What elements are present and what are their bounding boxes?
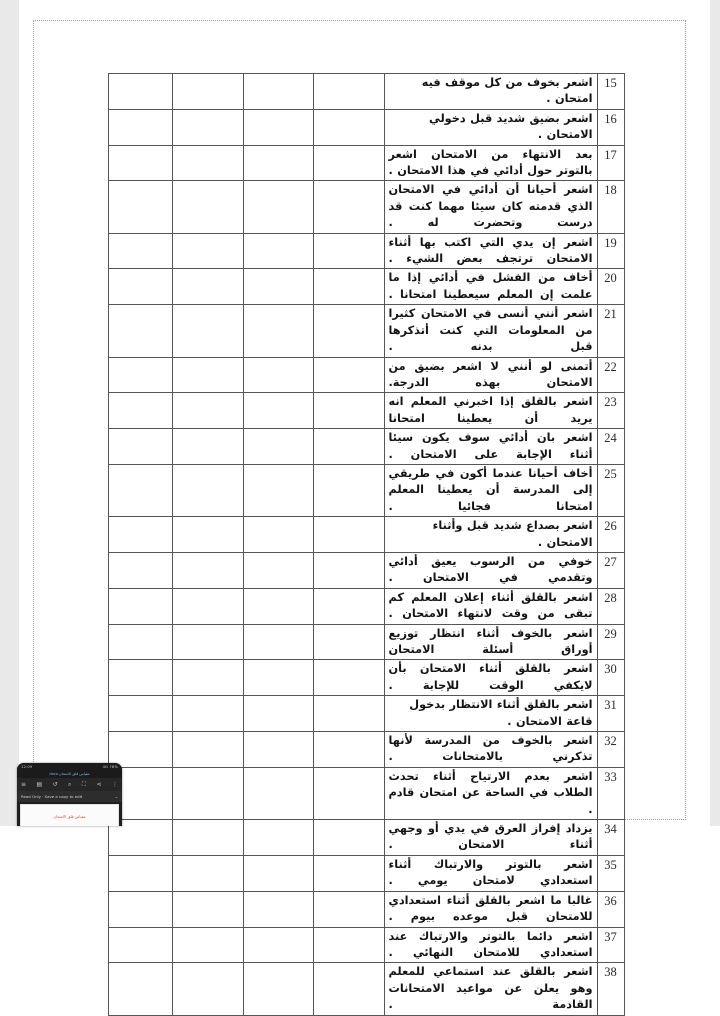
table-row (109, 233, 625, 269)
rating-cell[interactable] (109, 696, 173, 732)
row-number-cell: 33 (597, 767, 624, 819)
rating-cell[interactable] (109, 855, 173, 891)
rating-cell[interactable] (173, 552, 244, 588)
rating-cell[interactable] (173, 429, 244, 465)
rating-cell[interactable] (173, 517, 244, 553)
row-number-cell: 25 (597, 464, 624, 516)
row-number-cell: 37 (597, 927, 624, 963)
rating-cell[interactable] (109, 464, 173, 516)
row-number-cell: 27 (597, 552, 624, 588)
table-row (109, 660, 625, 696)
rating-cell[interactable] (243, 963, 314, 1015)
rating-cell[interactable] (109, 624, 173, 660)
statement-cell: اشعر أنني أنسى في الامتحان كثيرا من المعلومات التي كنت أتذكرها قبل بدنه . (384, 305, 597, 357)
statement-cell: اشعر إن يدي التي اكتب بها أثناء الامتحان ترتجف بعض الشيء . (384, 233, 597, 269)
row-number-cell: 32 (597, 732, 624, 768)
rating-cell[interactable] (243, 624, 314, 660)
table-row (109, 820, 625, 856)
rating-cell[interactable] (314, 357, 385, 393)
rating-cell[interactable] (173, 393, 244, 429)
rating-cell[interactable] (173, 181, 244, 233)
rating-cell[interactable] (314, 109, 385, 145)
rating-cell[interactable] (243, 696, 314, 732)
rating-cell[interactable] (314, 732, 385, 768)
rating-cell[interactable] (314, 660, 385, 696)
rating-cell[interactable] (243, 927, 314, 963)
rating-cell[interactable] (109, 393, 173, 429)
menu-icon[interactable]: ≡ (21, 780, 27, 788)
rating-cell[interactable] (243, 305, 314, 357)
table-row (109, 767, 625, 819)
rating-cell[interactable] (109, 517, 173, 553)
mobile-toolbar[interactable] (17, 778, 122, 791)
rating-cell[interactable] (109, 181, 173, 233)
statement-cell: أخاف من الفشل في أدائي إذا ما علمت إن المعلم سيعطينا امتحانا . (384, 269, 597, 305)
rating-cell[interactable] (173, 357, 244, 393)
rating-cell[interactable] (173, 233, 244, 269)
row-number-cell: 15 (597, 74, 624, 110)
table-row (109, 429, 625, 465)
row-number-cell: 20 (597, 269, 624, 305)
statement-cell: غالبا ما اشعر بالقلق أثناء استعدادي للامتحان قبل موعده بيوم . (384, 891, 597, 927)
rating-cell[interactable] (243, 357, 314, 393)
table-row (109, 732, 625, 768)
rating-cell[interactable] (314, 624, 385, 660)
row-number-cell: 21 (597, 305, 624, 357)
table-row (109, 357, 625, 393)
rating-cell[interactable] (173, 855, 244, 891)
row-number-cell: 22 (597, 357, 624, 393)
rating-cell[interactable] (173, 660, 244, 696)
row-number-cell: 31 (597, 696, 624, 732)
rating-cell[interactable] (109, 145, 173, 181)
statement-cell: اشعر بصداع شديد قبل وأثناء الامتحان . (384, 517, 597, 553)
table-row (109, 109, 625, 145)
mobile-app-thumbnail[interactable] (17, 763, 122, 826)
rating-cell[interactable] (109, 357, 173, 393)
statement-cell: خوفي من الرسوب يعيق أدائي وتقدمي في الامتحان . (384, 552, 597, 588)
table-row (109, 269, 625, 305)
table-row (109, 393, 625, 429)
rating-cell[interactable] (243, 732, 314, 768)
rating-cell[interactable] (109, 660, 173, 696)
rating-cell[interactable] (314, 74, 385, 110)
mobile-document-title: مقياس قلق الامتحان.docx (17, 771, 122, 778)
row-number-cell: 19 (597, 233, 624, 269)
rating-cell[interactable] (243, 393, 314, 429)
rating-cell[interactable] (109, 305, 173, 357)
row-number-cell: 29 (597, 624, 624, 660)
rating-cell[interactable] (109, 74, 173, 110)
rating-cell[interactable] (109, 109, 173, 145)
rating-cell[interactable] (314, 181, 385, 233)
row-number-cell: 23 (597, 393, 624, 429)
row-number-cell: 16 (597, 109, 624, 145)
rating-cell[interactable] (109, 927, 173, 963)
rating-cell[interactable] (243, 552, 314, 588)
rating-cell[interactable] (314, 233, 385, 269)
rating-cell[interactable] (109, 891, 173, 927)
table-row (109, 145, 625, 181)
status-bar-right: 4G 78% (102, 765, 118, 769)
rating-cell[interactable] (109, 429, 173, 465)
row-number-cell: 30 (597, 660, 624, 696)
rating-cell[interactable] (173, 109, 244, 145)
rating-cell[interactable] (173, 269, 244, 305)
rating-cell[interactable] (173, 891, 244, 927)
rating-cell[interactable] (243, 74, 314, 110)
rating-cell[interactable] (109, 588, 173, 624)
table-row (109, 891, 625, 927)
rating-cell[interactable] (243, 109, 314, 145)
statement-cell: اشعر أحيانا أن أدائي في الامتحان الذي قدمته كان سيئا مهما كنت قد درست وتحضرت له . (384, 181, 597, 233)
rating-cell[interactable] (173, 624, 244, 660)
table-row (109, 305, 625, 357)
rating-cell[interactable] (173, 963, 244, 1015)
chevron-down-icon[interactable]: ⌄ (114, 794, 118, 799)
rating-cell[interactable] (173, 696, 244, 732)
statement-cell: اشعر بالقلق أثناء إعلان المعلم كم تبقى من وقت لانتهاء الامتحان . (384, 588, 597, 624)
row-number-cell: 38 (597, 963, 624, 1015)
rating-cell[interactable] (314, 588, 385, 624)
rating-cell[interactable] (314, 393, 385, 429)
read-only-banner[interactable] (17, 791, 122, 802)
table-row (109, 963, 625, 1015)
rating-cell[interactable] (314, 891, 385, 927)
rating-cell[interactable] (243, 660, 314, 696)
search-icon[interactable]: ⌕ (68, 780, 72, 788)
rating-cell[interactable] (173, 305, 244, 357)
statement-cell: اشعر بالقلق عند استماعي للمعلم وهو يعلن عن مواعيد الامتحانات القادمة . (384, 963, 597, 1015)
viewer-left-gutter (0, 0, 20, 826)
statement-cell: اشعر بخوف من كل موقف فيه امتحان . (384, 74, 597, 110)
rating-cell[interactable] (314, 464, 385, 516)
share-icon[interactable]: ⋖ (96, 780, 102, 788)
rating-cell[interactable] (314, 820, 385, 856)
rating-cell[interactable] (314, 517, 385, 553)
statement-cell: يزداد إفراز العرق في يدي أو وجهي أثناء الامتحان . (384, 820, 597, 856)
statement-cell: اشعر بالخوف أثناء انتظار توزيع أوراق أسئلة الامتحان (384, 624, 597, 660)
rating-cell[interactable] (243, 464, 314, 516)
table-row (109, 464, 625, 516)
table-row (109, 696, 625, 732)
rating-cell[interactable] (173, 927, 244, 963)
rating-cell[interactable] (314, 963, 385, 1015)
rating-cell[interactable] (243, 181, 314, 233)
rating-cell[interactable] (314, 429, 385, 465)
rating-cell[interactable] (243, 233, 314, 269)
rating-cell[interactable] (243, 517, 314, 553)
table-row (109, 855, 625, 891)
rating-cell[interactable] (314, 552, 385, 588)
rating-cell[interactable] (243, 429, 314, 465)
statement-cell: اشعر بعدم الارتياح أثناء تحدث الطلاب في الساحة عن امتحان قادم . (384, 767, 597, 819)
file-icon[interactable]: ▤ (36, 780, 43, 788)
statement-cell: اشعر بضيق شديد قبل دخولي الامتحان . (384, 109, 597, 145)
rating-cell[interactable] (243, 891, 314, 927)
statement-cell: أتمنى لو أنني لا اشعر بضيق من الامتحان بهذه الدرجة. (384, 357, 597, 393)
rating-cell[interactable] (109, 552, 173, 588)
rating-cell[interactable] (314, 305, 385, 357)
statement-cell: اشعر بان أدائي سوف يكون سيئا أثناء الإجابة على الامتحان . (384, 429, 597, 465)
row-number-cell: 26 (597, 517, 624, 553)
questionnaire-table-body (109, 74, 625, 1016)
rating-cell[interactable] (314, 269, 385, 305)
rating-cell[interactable] (109, 233, 173, 269)
mobile-page-preview (20, 804, 119, 826)
more-icon[interactable]: ⋮ (111, 780, 118, 788)
mobile-page-heading: مقياس قلق الامتحان (53, 814, 86, 819)
viewer-right-gutter (709, 0, 720, 826)
status-bar-left: 12:09 (21, 765, 33, 769)
table-row (109, 624, 625, 660)
document-page (19, 0, 710, 1012)
rating-cell[interactable] (314, 855, 385, 891)
table-row (109, 517, 625, 553)
row-number-cell: 36 (597, 891, 624, 927)
rating-cell[interactable] (109, 269, 173, 305)
rating-cell[interactable] (243, 588, 314, 624)
statement-cell: اشعر بالتوتر والارتباك أثناء استعدادي لامتحان يومي . (384, 855, 597, 891)
table-row (109, 74, 625, 110)
row-number-cell: 28 (597, 588, 624, 624)
statement-cell: بعد الانتهاء من الامتحان اشعر بالتوتر حول أدائي في هذا الامتحان . (384, 145, 597, 181)
rating-cell[interactable] (173, 145, 244, 181)
rating-cell[interactable] (243, 855, 314, 891)
fullscreen-icon[interactable]: ⛶ (81, 780, 87, 788)
rating-cell[interactable] (173, 732, 244, 768)
row-number-cell: 34 (597, 820, 624, 856)
row-number-cell: 35 (597, 855, 624, 891)
rating-cell[interactable] (243, 820, 314, 856)
rating-cell[interactable] (173, 464, 244, 516)
statement-cell: اشعر بالقلق أثناء الانتظار بدخول قاعة الامتحان . (384, 696, 597, 732)
rating-cell[interactable] (243, 145, 314, 181)
table-row (109, 927, 625, 963)
statement-cell: أخاف أحيانا عندما أكون في طريقي إلى المدرسة أن يعطينا المعلم امتحانا فجائيا . (384, 464, 597, 516)
rating-cell[interactable] (314, 767, 385, 819)
rating-cell[interactable] (243, 767, 314, 819)
table-row (109, 181, 625, 233)
rating-cell[interactable] (314, 145, 385, 181)
rating-cell[interactable] (173, 588, 244, 624)
read-only-label: Read Only · Save a copy to edit (21, 794, 83, 799)
rating-cell[interactable] (243, 269, 314, 305)
undo-icon[interactable]: ↺ (52, 780, 58, 788)
rating-cell[interactable] (314, 696, 385, 732)
row-number-cell: 18 (597, 181, 624, 233)
row-number-cell: 24 (597, 429, 624, 465)
statement-cell: اشعر بالقلق إذا اخبرني المعلم انه يريد أن يعطينا امتحانا (384, 393, 597, 429)
statement-cell: اشعر بالقلق أثناء الامتحان بأن لايكفي الوقت للإجابة . (384, 660, 597, 696)
rating-cell[interactable] (173, 74, 244, 110)
mobile-status-bar (17, 763, 122, 771)
rating-cell[interactable] (109, 732, 173, 768)
rating-cell[interactable] (173, 820, 244, 856)
row-number-cell: 17 (597, 145, 624, 181)
rating-cell[interactable] (314, 927, 385, 963)
table-row (109, 588, 625, 624)
rating-cell[interactable] (109, 963, 173, 1015)
questionnaire-table (108, 73, 625, 1016)
rating-cell[interactable] (173, 767, 244, 819)
table-row (109, 552, 625, 588)
statement-cell: اشعر دائما بالتوتر والارتباك عند استعدادي للامتحان النهائي . (384, 927, 597, 963)
statement-cell: اشعر بالخوف من المدرسة لأنها تذكرني بالامتحانات . (384, 732, 597, 768)
